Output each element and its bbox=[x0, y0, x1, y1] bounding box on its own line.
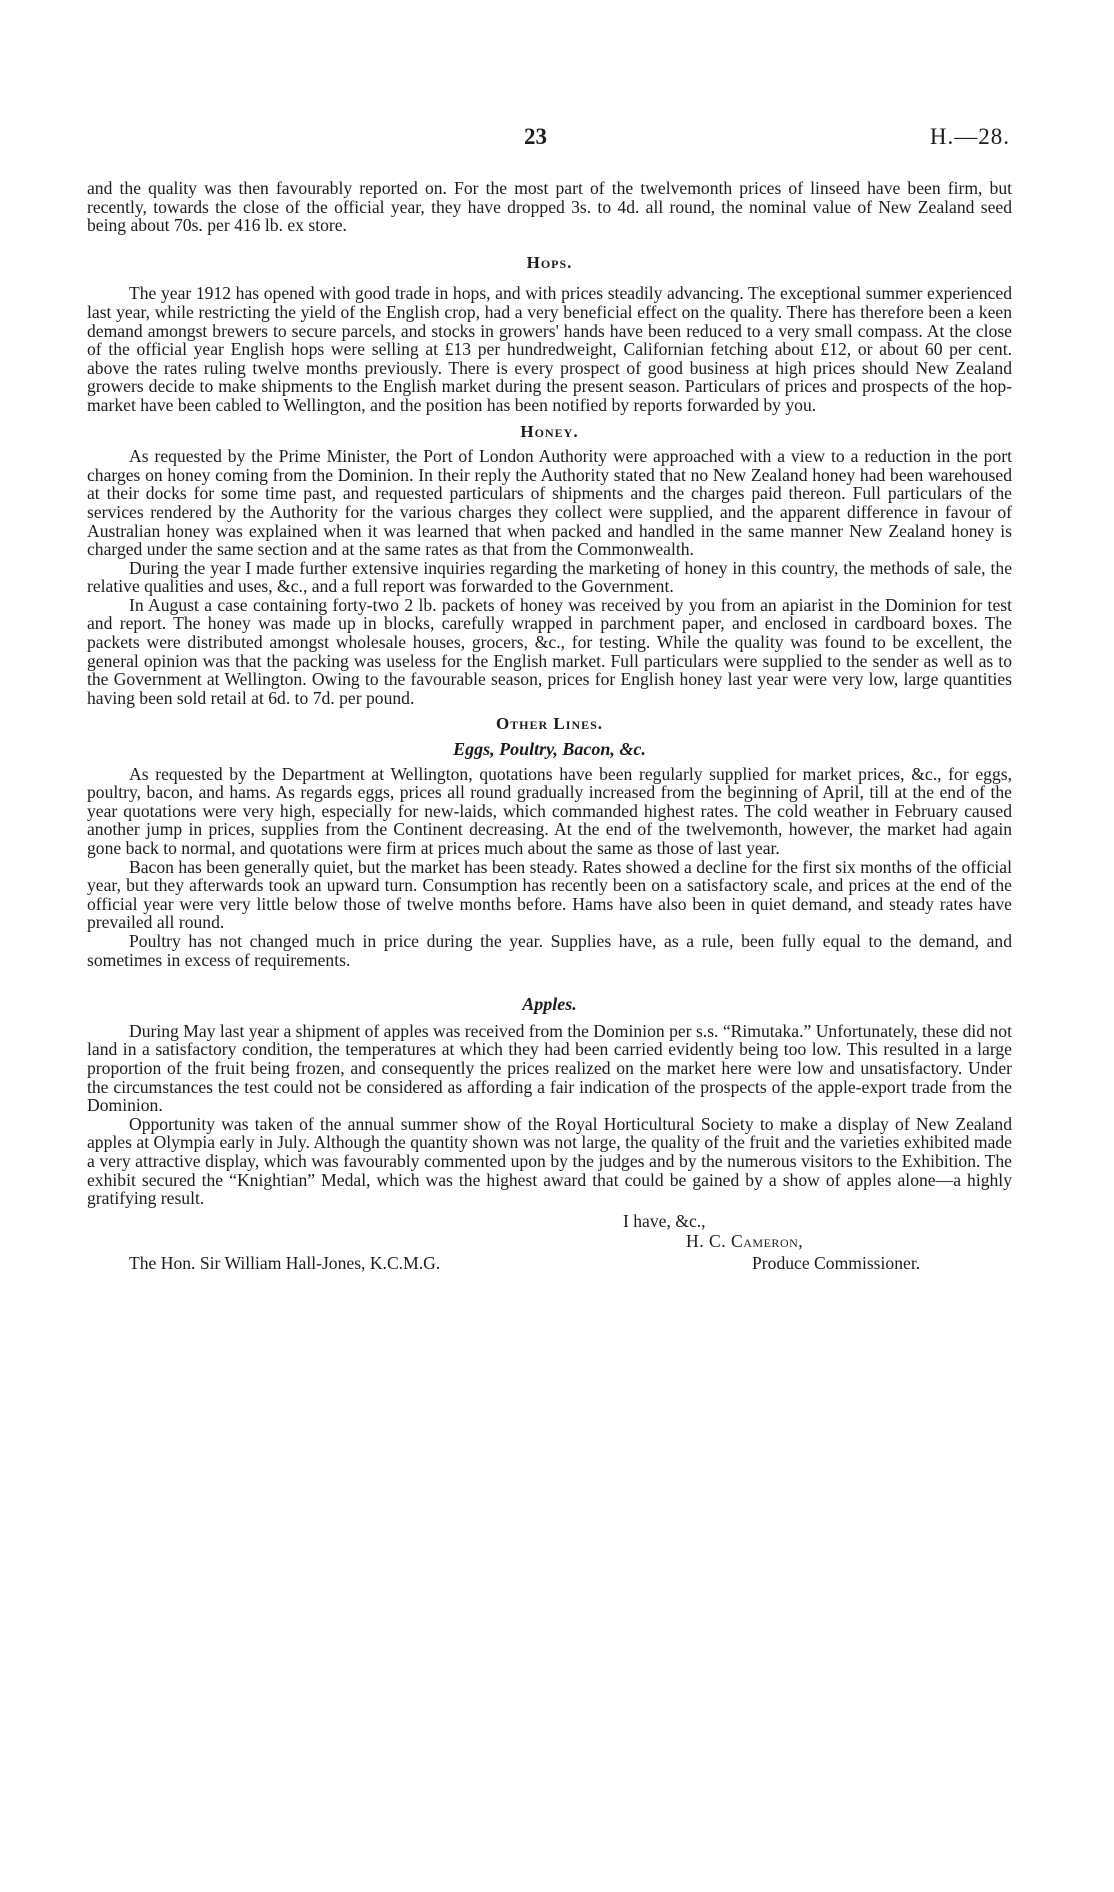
other-lines-section bbox=[87, 715, 1012, 1207]
other-lines-heading: Other Lines. bbox=[495, 714, 604, 734]
document-body bbox=[87, 179, 1012, 1298]
signatory: H. C. Cameron, bbox=[686, 1230, 804, 1251]
eggs-subheading: Eggs, Poultry, Bacon, &c. bbox=[453, 739, 646, 760]
hops-heading: Hops. bbox=[526, 252, 573, 272]
honey-section bbox=[87, 423, 1012, 708]
signatory-title: Produce Commissioner. bbox=[752, 1252, 921, 1273]
poultry-paragraph: Poultry has not changed much in price during the year. Supplies have, as a rule, been fully equal to the demand, and sometimes in excess of requirements. bbox=[87, 930, 1012, 970]
honey-paragraph: During the year I made further extensive inquiries regarding the marketing of honey in this country, the methods of sale, the relative qualities and uses, &c., and a full report was forwarded to the Government. bbox=[87, 557, 1012, 597]
page-header bbox=[0, 124, 1114, 154]
honey-paragraph: As requested by the Prime Minister, the Port of London Authority were approached with a view to a reduction in the port charges on honey coming from the Dominion. In their reply the Authority stated that no New Zealand honey had been warehoused at their docks for some time past, and requested particulars of shipments and the charges paid thereon. Full particulars of the services rendered by the Authority for the various charges they collect were supplied, and the apparent difference in favour of Australian honey was explained when it was learned that when packed and handled in the same manner New Zealand honey is charged under the same section and at the same rates as that from the Commonwealth. bbox=[87, 446, 1012, 560]
apples-paragraph: During May last year a shipment of apples was received from the Dominion per s.s. “Rimutaka.” Unfortunately, these did not land in a satisfactory condition, the temperatures at which they had been carried evidently being too low. This resulted in a large proportion of the fruit being frozen, and consequently the prices realized on the market here were low and unsatisfactory. Under the circumstances the test could not be considered as affording a fair indication of the prospects of the apple-export trade from the Dominion. bbox=[87, 1020, 1012, 1116]
apples-subheading: Apples. bbox=[522, 994, 577, 1015]
bacon-paragraph: Bacon has been generally quiet, but the market has been steady. Rates showed a decline for the first six months of the official year, but they afterwards took an upward turn. Consumption has recently been on a satisfactory scale, and prices at the end of the official year were very little below those of twelve months before. Hams have also been in quiet demand, and steady rates have prevailed all round. bbox=[87, 856, 1012, 933]
hops-section bbox=[87, 254, 1012, 415]
honey-heading: Honey. bbox=[520, 421, 579, 441]
report-code: H.—28. bbox=[929, 124, 1010, 149]
letter-closing bbox=[87, 1212, 1012, 1298]
salutation: I have, &c., bbox=[623, 1210, 706, 1231]
page-number: 23 bbox=[524, 124, 547, 149]
hops-paragraph: The year 1912 has opened with good trade in hops, and with prices steadily advancing. The exceptional summer experienced last year, while restricting the yield of the English crop, had a very beneficial effect on the quality. There has therefore been a keen demand amongst brewers to secure parcels, and stocks in growers' hands have been reduced to a very small compass. At the close of the official year English hops were selling at £13 per hundredweight, Californian fetching about £12, or about 60 per cent. above the rates ruling twelve months previously. There is every prospect of good business at high prices should New Zealand growers decide to make shipments to the English market during the present season. Particulars of prices and prospects of the hop-market have been cabled to Wellington, and the position has been notified by reports forwarded by you. bbox=[87, 283, 1012, 415]
apples-paragraph: Opportunity was taken of the annual summer show of the Royal Horticultural Society to make a display of New Zealand apples at Olympia early in July. Although the quantity shown was not large, the quality of the fruit and the varieties exhibited made a very attractive display, which was favourably commented upon by the judges and by the numerous visitors to the Exhibition. The exhibit secured the “Knightian” Medal, which was the highest award that could be gained by a show of apples alone—a highly gratifying result. bbox=[87, 1113, 1012, 1209]
intro-paragraph: and the quality was then favourably reported on. For the most part of the twelvemonth prices of linseed have been firm, but recently, towards the close of the official year, they have dropped 3s. to 4d. all round, the nominal value of New Zealand seed being about 70s. per 416 lb. ex store. bbox=[87, 178, 1012, 236]
honey-paragraph: In August a case containing forty-two 2 lb. packets of honey was received by you from an apiarist in the Dominion for test and report. The honey was made up in blocks, carefully wrapped in parchment paper, and enclosed in cardboard boxes. The packets were distributed amongst wholesale houses, grocers, &c., for testing. While the quality was found to be excellent, the general opinion was that the packing was useless for the English market. Full particulars were supplied to the sender as well as to the Government at Wellington. Owing to the favourable season, prices for English honey last year were very low, large quantities having been sold retail at 6d. to 7d. per pound. bbox=[87, 594, 1012, 708]
addressee: The Hon. Sir William Hall-Jones, K.C.M.G. bbox=[129, 1252, 441, 1273]
eggs-paragraph: As requested by the Department at Wellington, quotations have been regularly supplied for market prices, &c., for eggs, poultry, bacon, and hams. As regards eggs, prices all round gradually increased from the beginning of April, till at the end of the year quotations were very high, especially for new-laids, which commanded highest rates. The cold weather in February caused another jump in prices, supplies from the Continent decreasing. At the end of the twelvemonth, however, the market had again gone back to normal, and quotations were firm at prices much about the same as those of last year. bbox=[87, 763, 1012, 858]
